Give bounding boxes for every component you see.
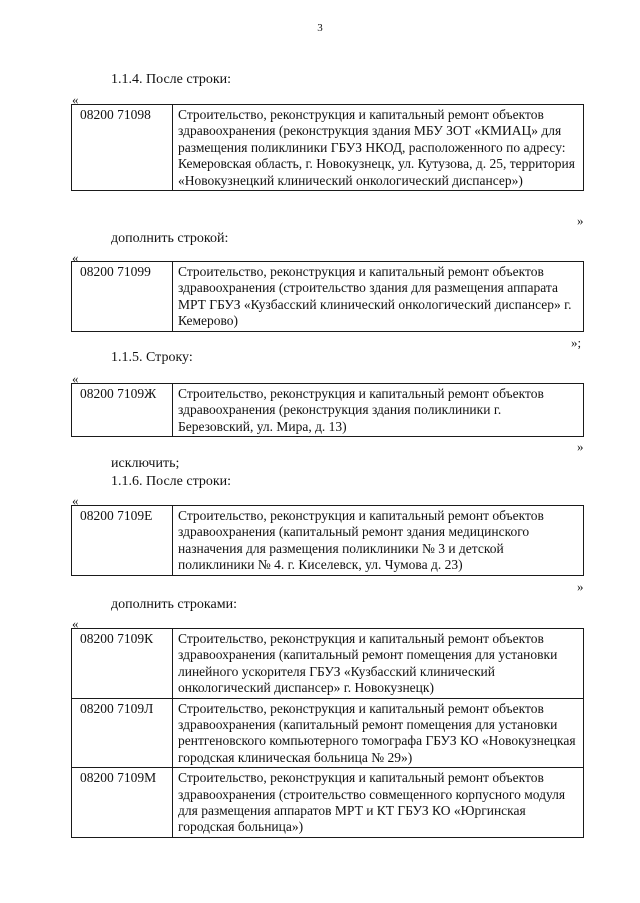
clause-heading-1-1-6: 1.1.6. После строки: (111, 474, 232, 489)
clause-heading-1-1-4: 1.1.4. После строки: (111, 72, 232, 87)
row-code: 08200 71098 (72, 105, 173, 191)
table-row (72, 384, 584, 437)
row-code: 08200 71099 (72, 262, 173, 332)
table-row (72, 262, 584, 332)
open-quote: « (72, 493, 79, 508)
clause-heading-1-1-5: 1.1.5. Строку: (111, 350, 193, 365)
close-quote: » (577, 439, 584, 454)
row-description: Строительство, реконструкция и капитальный ремонт объектов здравоохранения (капитальный ремонт помещения для установки линейного ускорителя ГБУЗ «Кузбасский клинический онкологический диспансер» г. Новокузнецк) (173, 629, 584, 699)
entry-table (71, 261, 584, 332)
instruction-add-lines: дополнить строками: (111, 597, 237, 612)
row-code: 08200 7109Л (72, 698, 173, 768)
row-description: Строительство, реконструкция и капитальный ремонт объектов здравоохранения (строительство совмещенного корпусного модуля для размещения аппаратов МРТ и КТ ГБУЗ КО «Юргинская городская больница») (173, 768, 584, 838)
open-quote: « (72, 250, 79, 265)
row-description: Строительство, реконструкция и капитальный ремонт объектов здравоохранения (капитальный ремонт здания медицинского назначения для размещения поликлиники № 3 и детской поликлиники № 4. г. Киселевск, ул. Чумова д. 23) (173, 506, 584, 576)
table-row (72, 506, 584, 576)
row-code: 08200 7109Ж (72, 384, 173, 437)
close-quote: » (577, 579, 584, 594)
table-row (72, 105, 584, 191)
entry-table (71, 628, 584, 838)
close-quote: » (577, 213, 584, 228)
open-quote: « (72, 616, 79, 631)
page-number: 3 (317, 22, 323, 34)
row-description: Строительство, реконструкция и капитальный ремонт объектов здравоохранения (реконструкция здания поликлиники г. Березовский, ул. Мира, д. 13) (173, 384, 584, 437)
row-description: Строительство, реконструкция и капитальный ремонт объектов здравоохранения (строительство здания для размещения аппарата МРТ ГБУЗ «Кузбасский клинический онкологический диспансер» г. Кемерово) (173, 262, 584, 332)
entry-table (71, 104, 584, 191)
row-code: 08200 7109М (72, 768, 173, 838)
entry-table (71, 505, 584, 576)
table-row (72, 629, 584, 699)
instruction-add-line: дополнить строкой: (111, 231, 229, 246)
table-row (72, 698, 584, 768)
open-quote: « (72, 371, 79, 386)
row-code: 08200 7109Е (72, 506, 173, 576)
open-quote: « (72, 92, 79, 107)
row-description: Строительство, реконструкция и капитальный ремонт объектов здравоохранения (реконструкция здания МБУ ЗОТ «КМИАЦ» для размещения поликлиники ГБУЗ НКОД, расположенного по адресу: Кемеровская область, г. Новокузнецк, ул. Кутузова, д. 25, территория «Новокузнецкий клинический онкологический диспансер») (173, 105, 584, 191)
entry-table (71, 383, 584, 437)
table-row (72, 768, 584, 838)
row-description: Строительство, реконструкция и капитальный ремонт объектов здравоохранения (капитальный ремонт помещения для установки рентгеновского компьютерного томографа ГБУЗ КО «Новокузнецкая городская клиническая больница № 29») (173, 698, 584, 768)
close-quote: »; (571, 335, 582, 350)
instruction-exclude: исключить; (111, 456, 180, 471)
row-code: 08200 7109К (72, 629, 173, 699)
